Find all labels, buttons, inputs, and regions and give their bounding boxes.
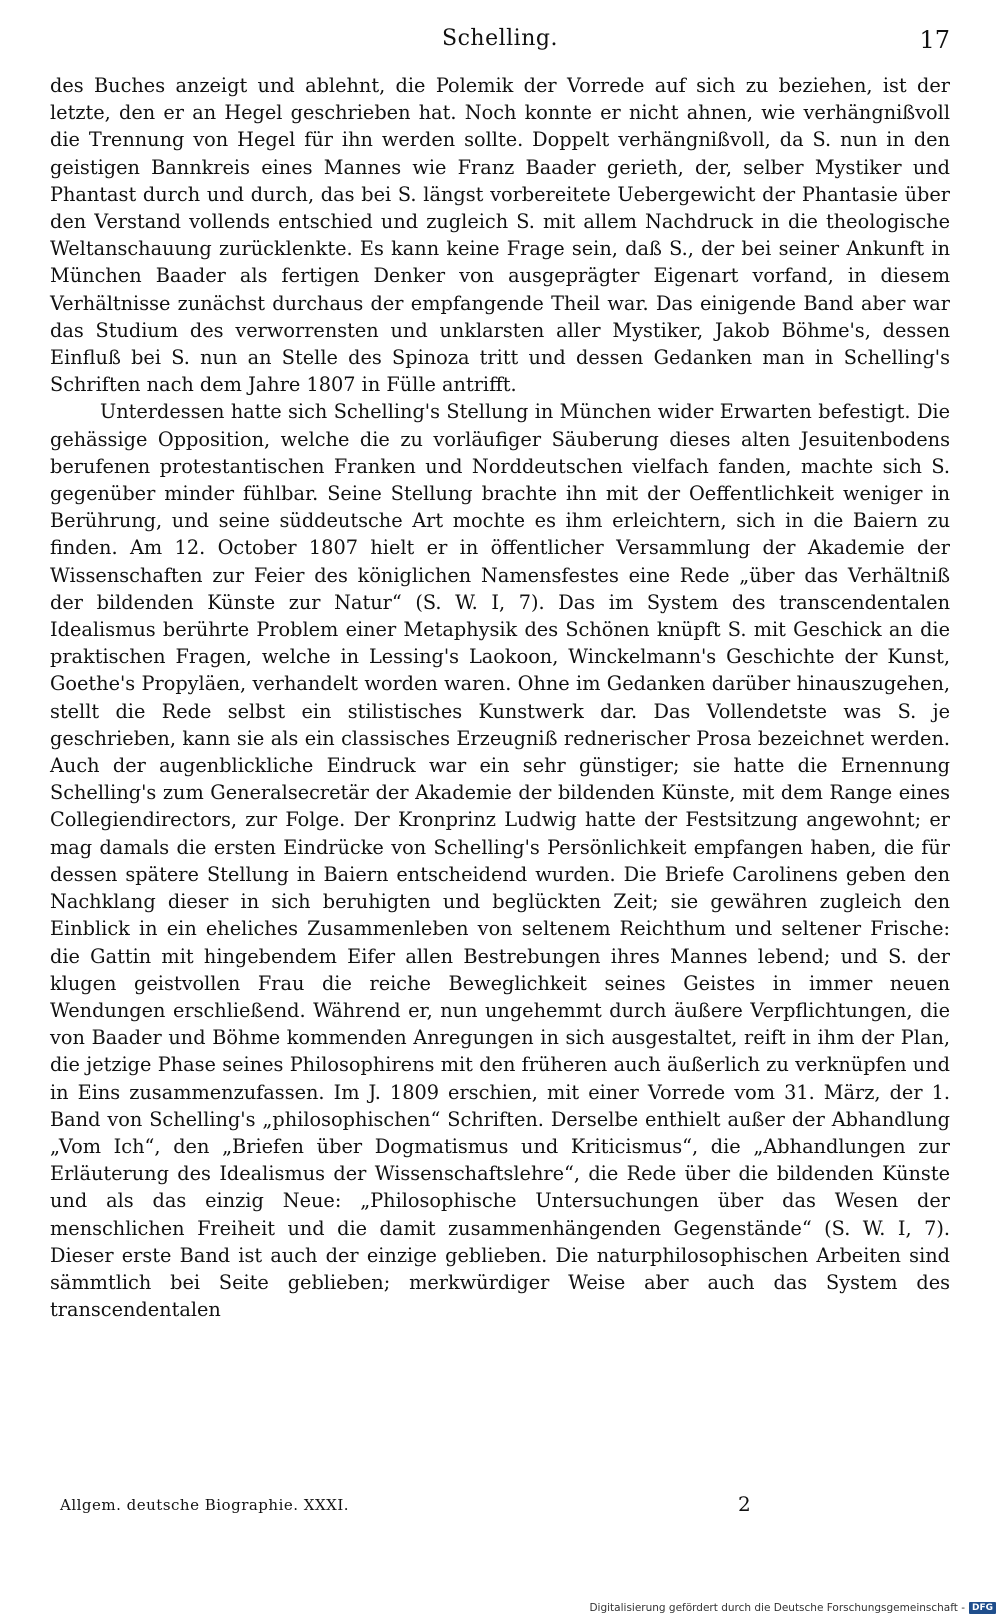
page-footer <box>50 1492 950 1522</box>
dfg-logo-icon: DFG <box>969 1602 996 1614</box>
paragraph-1: des Buches anzeigt und ablehnt, die Polemik der Vorrede auf sich zu beziehen, ist der letzte, den er an Hegel geschrieben hat. Noch konnte er nicht ahnen, wie verhängnißvoll die Trennung von Hegel für ihn werden sollte. Doppelt verhängnißvoll, da S. nun in den geistigen Bannkreis eines Mannes wie Franz Baader gerieth, der, selber Mystiker und Phantast durch und durch, das bei S. längst vorbereitete Uebergewicht der Phantasie über den Verstand vollends entschied und zugleich S. mit allem Nachdruck in die theologische Weltanschauung zurücklenkte. Es kann keine Frage sein, daß S., der bei seiner Ankunft in München Baader als fertigen Denker von ausgeprägter Eigenart vorfand, in diesem Verhältnisse zunächst durchaus der empfangende Theil war. Das einigende Band aber war das Studium des verworrensten und unklarsten aller Mystiker, Jakob Böhme's, dessen Einfluß bei S. nun an Stelle des Spinoza tritt und dessen Gedanken man in Schelling's Schriften nach dem Jahre 1807 in Fülle antrifft. <box>50 74 950 397</box>
sheet-signature: 2 <box>738 1492 751 1516</box>
funding-note <box>589 1600 996 1616</box>
page-header <box>50 18 950 58</box>
page-number: 17 <box>919 26 950 54</box>
imprint-line: Allgem. deutsche Biographie. XXXI. <box>60 1496 350 1514</box>
running-head: Schelling. <box>442 26 558 51</box>
body-text <box>50 72 950 1323</box>
funding-text: Digitalisierung gefördert durch die Deutsche Forschungsgemeinschaft - <box>589 1602 965 1614</box>
paragraph-2: Unterdessen hatte sich Schelling's Stellung in München wider Erwarten befestigt. Die gehässige Opposition, welche die zu vorläufiger Säuberung dieses alten Jesuitenbodens berufenen protestantischen Franken und Norddeutschen vielfach fanden, machte sich S. gegenüber minder fühlbar. Seine Stellung brachte ihn mit der Oeffentlichkeit weniger in Berührung, und seine süddeutsche Art mochte es ihm erleichtern, sich in die Baiern zu finden. Am 12. October 1807 hielt er in öffentlicher Versammlung der Akademie der Wissenschaften zur Feier des königlichen Namensfestes eine Rede „über das Verhältniß der bildenden Künste zur Natur“ (S. W. I, 7). Das im System des transcendentalen Idealismus berührte Problem einer Metaphysik des Schönen knüpft S. mit Geschick an die praktischen Fragen, welche in Lessing's Laokoon, Winckelmann's Geschichte der Kunst, Goethe's Propyläen, verhandelt worden waren. Ohne im Gedanken darüber hinauszugehen, stellt die Rede selbst ein stilistisches Kunstwerk dar. Das Vollendetste was S. je geschrieben, kann sie als ein classisches Erzeugniß rednerischer Prosa bezeichnet werden. Auch der augenblickliche Eindruck war ein sehr günstiger; sie hatte die Ernennung Schelling's zum Generalsecretär der Akademie der bildenden Künste, mit dem Range eines Collegiendirectors, zur Folge. Der Kronprinz Ludwig hatte der Festsitzung angewohnt; er mag damals die ersten Eindrücke von Schelling's Persönlichkeit empfangen haben, die für dessen spätere Stellung in Baiern entscheidend wurden. Die Briefe Carolinens geben den Nachklang dieser in sich beruhigten und beglückten Zeit; sie gewähren zugleich den Einblick in ein eheliches Zusammenleben von seltenem Reichthum und seltener Frische: die Gattin mit hingebendem Eifer allen Bestrebungen ihres Mannes lebend; und S. der klugen geistvollen Frau die reiche Beweglichkeit seines Geistes in immer neuen Wendungen erschließend. Während er, nun ungehemmt durch äußere Verpflichtungen, die von Baader und Böhme kommenden Anregungen in sich ausgestaltet, reift in ihm der Plan, die jetzige Phase seines Philosophirens mit den früheren auch äußerlich zu verknüpfen und in Eins zusammenzufassen. Im J. 1809 erschien, mit einer Vorrede vom 31. März, der 1. Band von Schelling's „philosophischen“ Schriften. Derselbe enthielt außer der Abhandlung „Vom Ich“, den „Briefen über Dogmatismus und Kriticismus“, die „Abhandlungen zur Erläuterung des Idealismus der Wissenschaftslehre“, die Rede über die bildenden Künste und als das einzig Neue: „Philosophische Untersuchungen über das Wesen der menschlichen Freiheit und die damit zusammenhängenden Gegenstände“ (S. W. I, 7). Dieser erste Band ist auch der einzige geblieben. Die naturphilosophischen Arbeiten sind sämmtlich bei Seite geblieben; merkwürdiger Weise aber auch das System des transcendentalen <box>50 400 950 1322</box>
